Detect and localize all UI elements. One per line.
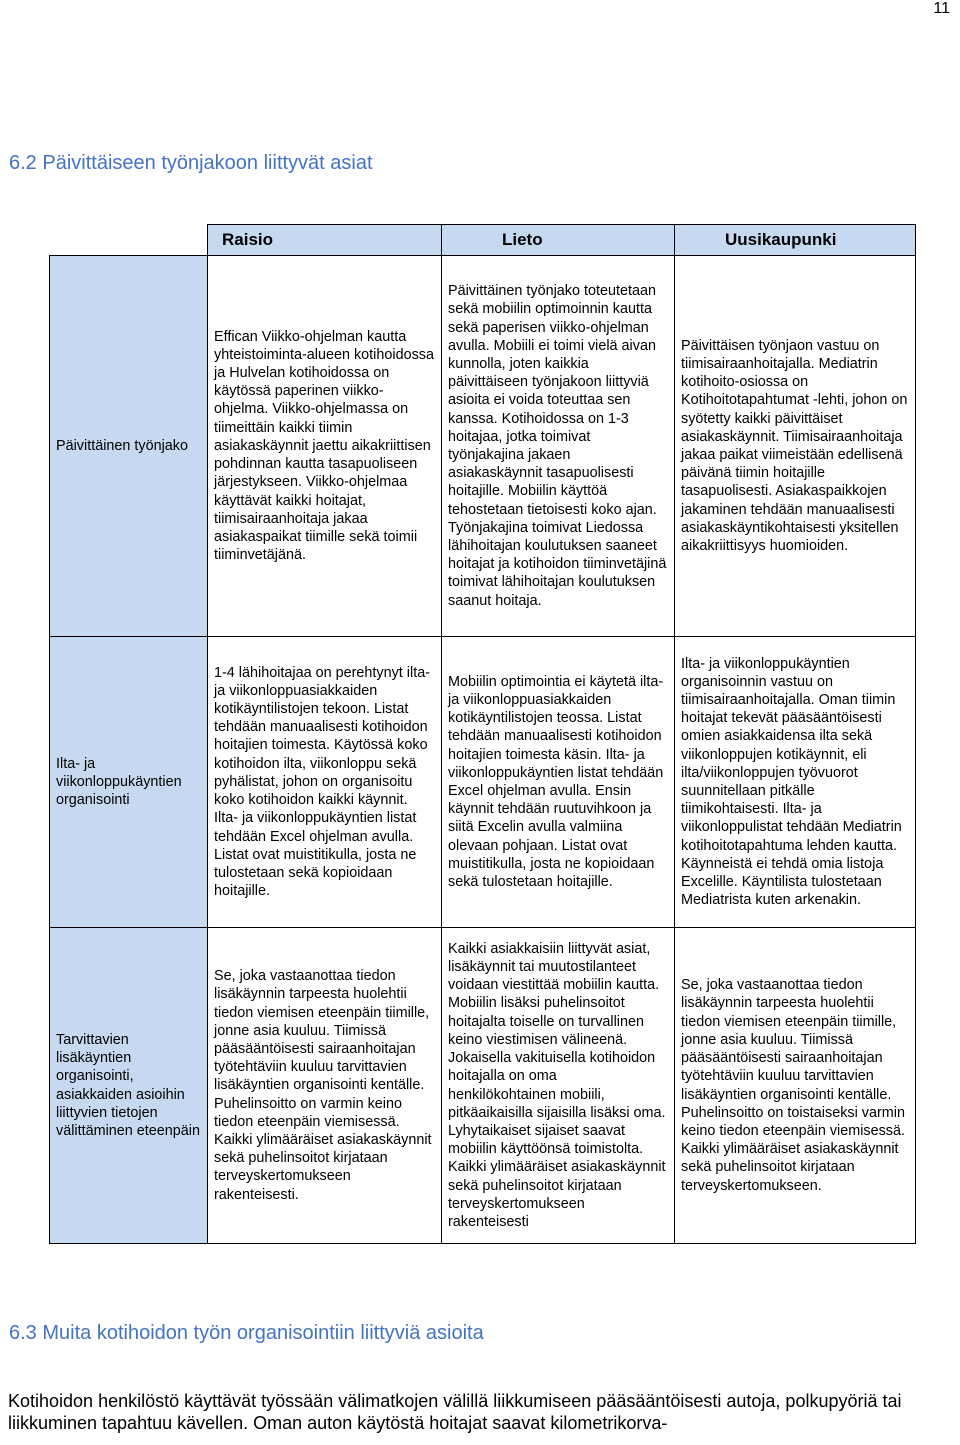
header-empty-cell [50, 225, 208, 256]
table-row [50, 928, 916, 1244]
column-header-uusikaupunki: Uusikaupunki [675, 225, 916, 256]
table-row [50, 637, 916, 928]
cell-raisio: 1-4 lähihoitajaa on perehtynyt ilta- ja viikonloppuasiakkaiden kotikäyntilistojen tekoon. Listat tehdään manuaalisesti kotihoidon hoitajien toimesta. Käytössä koko kotihoidon ilta, viikonloppu sekä pyhälistat, johon on organisoitu koko kotihoidon kaikki käynnit. Ilta- ja viikonloppukäyntien listat tehdään Excel ohjelman avulla. Listat ovat muistitikulla, josta ne tulostetaan sekä kopioidaan hoitajille. [208, 637, 442, 928]
section-heading-2: 6.3 Muita kotihoidon työn organisointiin liittyviä asioita [9, 1322, 484, 1344]
row-label: Päivittäinen työnjako [50, 256, 208, 637]
cell-lieto: Kaikki asiakkaisiin liittyvät asiat, lisäkäynnit tai muutostilanteet voidaan viestittää mobiilin kautta. Mobiilin lisäksi puhelinsoitot hoitajalta toiselle on turvallinen keino viestimisen välineenä. Jokaisella vakituisella kotihoidon hoitajalla on oma henkilökohtainen mobiili, pitkäaikaisilla sijaisilla lisäksi oma. Lyhytaikaiset sijaiset saavat mobiilin käyttöönsä toimistolta. Kaikki ylimääräiset asiakaskäynnit sekä puhelinsoitot kirjataan terveyskertomukseen rakenteisesti [442, 928, 675, 1244]
column-header-raisio: Raisio [208, 225, 442, 256]
row-label: Tarvittavien lisäkäyntien organisointi, asiakkaiden asioihin liittyvien tietojen välittäminen eteenpäin [50, 928, 208, 1244]
table-row [50, 256, 916, 637]
column-header-lieto: Lieto [442, 225, 675, 256]
cell-lieto: Mobiilin optimointia ei käytetä ilta- ja viikonloppuasiakkaiden kotikäyntilistojen teossa. Listat tehdään manuaalisesti kotihoidon hoitajien toimesta käsin. Ilta- ja viikonloppukäyntien listat tehdään Excel ohjelman avulla. Ensin käynnit tehdään ruutuvihkoon ja siitä Excelin avulla valmiina olevaan pohjaan. Listat ovat muistitikulla, josta ne kopioidaan sekä tulostetaan hoitajille. [442, 637, 675, 928]
row-label: Ilta- ja viikonloppukäyntien organisointi [50, 637, 208, 928]
page-number: 11 [933, 0, 950, 17]
cell-lieto: Päivittäinen työnjako toteutetaan sekä mobiilin optimoinnin kautta sekä paperisen viikko-ohjelman avulla. Mobiili ei toimi vielä aivan kunnolla, joten kaikkia päivittäiseen työnjakoon liittyviä asioita ei voida toteuttaa sen kanssa. Kotihoidossa on 1-3 hoitajaa, jotka toimivat työnjakajina jakaen asiakaskäynnit tasapuolisesti hoitajille. Mobiilin käyttöä tehostetaan tietoisesti koko ajan. Työnjakajina toimivat Liedossa lähihoitajan koulutuksen saaneet hoitajat ja kotihoidon tiiminvetäjinä toimivat lähihoitajan koulutuksen saanut hoitaja. [442, 256, 675, 637]
cell-uusikaupunki: Päivittäisen työnjaon vastuu on tiimisairaanhoitajalla. Mediatrin kotihoito-osiossa on Kotihoitotapahtumat -lehti, johon on syötetty kaikki päivittäiset asiakaskäynnit. Tiimisairaanhoitaja jakaa paikat viimeistään edellisenä päivänä tiimin hoitajille tasapuolisesti. Asiakaspaikkojen jakaminen tehdään manuaalisesti asiakaskäyntikohtaisesti yksitellen aikakriittisyys huomioiden. [675, 256, 916, 637]
table-header-row [50, 225, 916, 256]
cell-uusikaupunki: Ilta- ja viikonloppukäyntien organisoinnin vastuu on tiimisairaanhoitajalla. Oman tiimin hoitajat tekevät pääsääntöisesti omien asiakkaidensa ilta sekä viikonloppujen kotikäynnit, eli ilta/viikonloppujen työvuorot suunnitellaan pitkälle tiimikohtaisesti. Ilta- ja viikonloppulistat tehdään Mediatrin kotihoitotapahtuma lehden kautta. Käynneistä ei tehdä omia listoja Excelille. Käyntilista tulostetaan Mediatrista kuten arkenakin. [675, 637, 916, 928]
body-paragraph: Kotihoidon henkilöstö käyttävät työssään välimatkojen välillä liikkumiseen pääsääntöisesti autoja, polkupyöriä tai liikkuminen tapahtuu kävellen. Oman auton käytöstä hoitajat saavat kilometrikorva- [8, 1391, 902, 1433]
cell-raisio: Effican Viikko-ohjelman kautta yhteistoiminta-alueen kotihoidossa ja Hulvelan kotihoidossa on käytössä paperinen viikko-ohjelma. Viikko-ohjelmassa on tiimeittäin kaikki tiimin asiakaskäynnit jaettu aikakriittisen pohdinnan kautta tasapuoliseen järjestykseen. Viikko-ohjelmaa käyttävät kaikki hoitajat, tiimisairaanhoitaja jakaa asiakaspaikat tiimille sekä toimii tiiminvetäjänä. [208, 256, 442, 637]
comparison-table [49, 224, 916, 1244]
cell-raisio: Se, joka vastaanottaa tiedon lisäkäynnin tarpeesta huolehtii tiedon viemisen eteenpäin tiimille, jonne asia kuuluu. Tiimissä pääsääntöisesti sairaanhoitajan työtehtäviin kuuluu tarvittavien lisäkäyntien organisointi kentälle. Puhelinsoitto on varmin keino tiedon eteenpäin viemisessä. Kaikki ylimääräiset asiakaskäynnit sekä puhelinsoitot kirjataan terveyskertomukseen rakenteisesti. [208, 928, 442, 1244]
section-heading: 6.2 Päivittäiseen työnjakoon liittyvät asiat [9, 152, 373, 174]
cell-uusikaupunki: Se, joka vastaanottaa tiedon lisäkäynnin tarpeesta huolehtii tiedon viemisen eteenpäin tiimille, jonne asia kuuluu. Tiimissä pääsääntöisesti sairaanhoitajan työtehtäviin kuuluu tarvittavien lisäkäyntien organisointi kentälle. Puhelinsoitto on toistaiseksi varmin keino tiedon eteenpäin viemisessä. Kaikki ylimääräiset asiakaskäynnit sekä puhelinsoitot kirjataan terveyskertomukseen. [675, 928, 916, 1244]
